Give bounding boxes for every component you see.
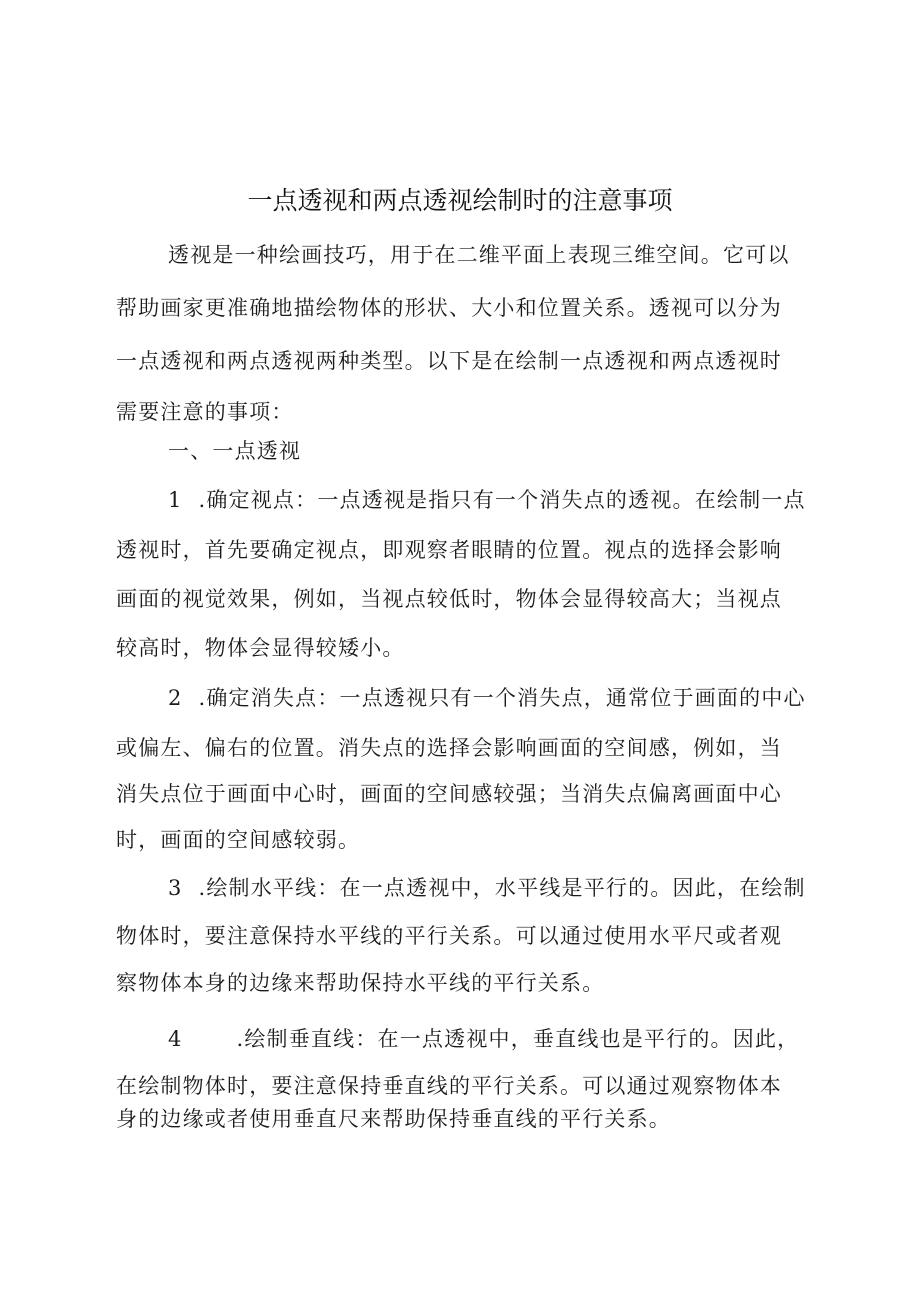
list-item-line: 物体时，要注意保持水平线的平行关系。可以通过使用水平尺或者观	[116, 924, 782, 948]
list-item-line: 较高时，物体会显得较矮小。	[116, 636, 405, 660]
list-item-first-line	[168, 873, 806, 903]
list-item-number: 3	[168, 876, 183, 900]
intro-line: 帮助画家更准确地描绘物体的形状、大小和位置关系。透视可以分为	[116, 296, 782, 320]
list-item-text: .绘制水平线：在一点透视中，水平线是平行的。因此，在绘制	[198, 876, 806, 900]
list-item-text: .确定视点：一点透视是指只有一个消失点的透视。在绘制一点	[198, 488, 806, 512]
list-item-line: 察物体本身的边缘来帮助保持水平线的平行关系。	[116, 971, 605, 995]
list-item-number: 4	[168, 1027, 183, 1051]
list-item-line: 或偏左、偏右的位置。消失点的选择会影响画面的空间感，例如，当	[116, 736, 782, 760]
list-item-line: 消失点位于画面中心时，画面的空间感较强；当消失点偏离画面中心	[116, 782, 782, 806]
list-item-line: 透视时，首先要确定视点，即观察者眼睛的位置。视点的选择会影响	[116, 538, 782, 562]
intro-line: 需要注意的事项：	[116, 400, 294, 424]
section-heading: 一、一点透视	[168, 439, 302, 463]
list-item-line: 在绘制物体时，要注意保持垂直线的平行关系。可以通过观察物体本	[116, 1074, 782, 1098]
list-item-line: 画面的视觉效果，例如，当视点较低时，物体会显得较高大；当视点	[116, 587, 782, 611]
list-item-text: .绘制垂直线：在一点透视中，垂直线也是平行的。因此，	[236, 1027, 800, 1051]
list-item-first-line	[168, 683, 806, 713]
list-item-number: 2	[168, 686, 183, 710]
list-item-line: 时，画面的空间感较弱。	[116, 828, 361, 852]
document-title: 一点透视和两点透视绘制时的注意事项	[247, 186, 673, 215]
list-item-first-line	[168, 1024, 799, 1054]
intro-line: 一点透视和两点透视两种类型。以下是在绘制一点透视和两点透视时	[116, 349, 782, 373]
list-item-first-line	[168, 485, 806, 515]
intro-line: 透视是一种绘画技巧，用于在二维平面上表现三维空间。它可以	[168, 243, 790, 267]
list-item-line: 身的边缘或者使用垂直尺来帮助保持垂直线的平行关系。	[116, 1107, 671, 1131]
list-item-text: .确定消失点：一点透视只有一个消失点，通常位于画面的中心	[198, 686, 806, 710]
list-item-number: 1	[168, 488, 183, 512]
